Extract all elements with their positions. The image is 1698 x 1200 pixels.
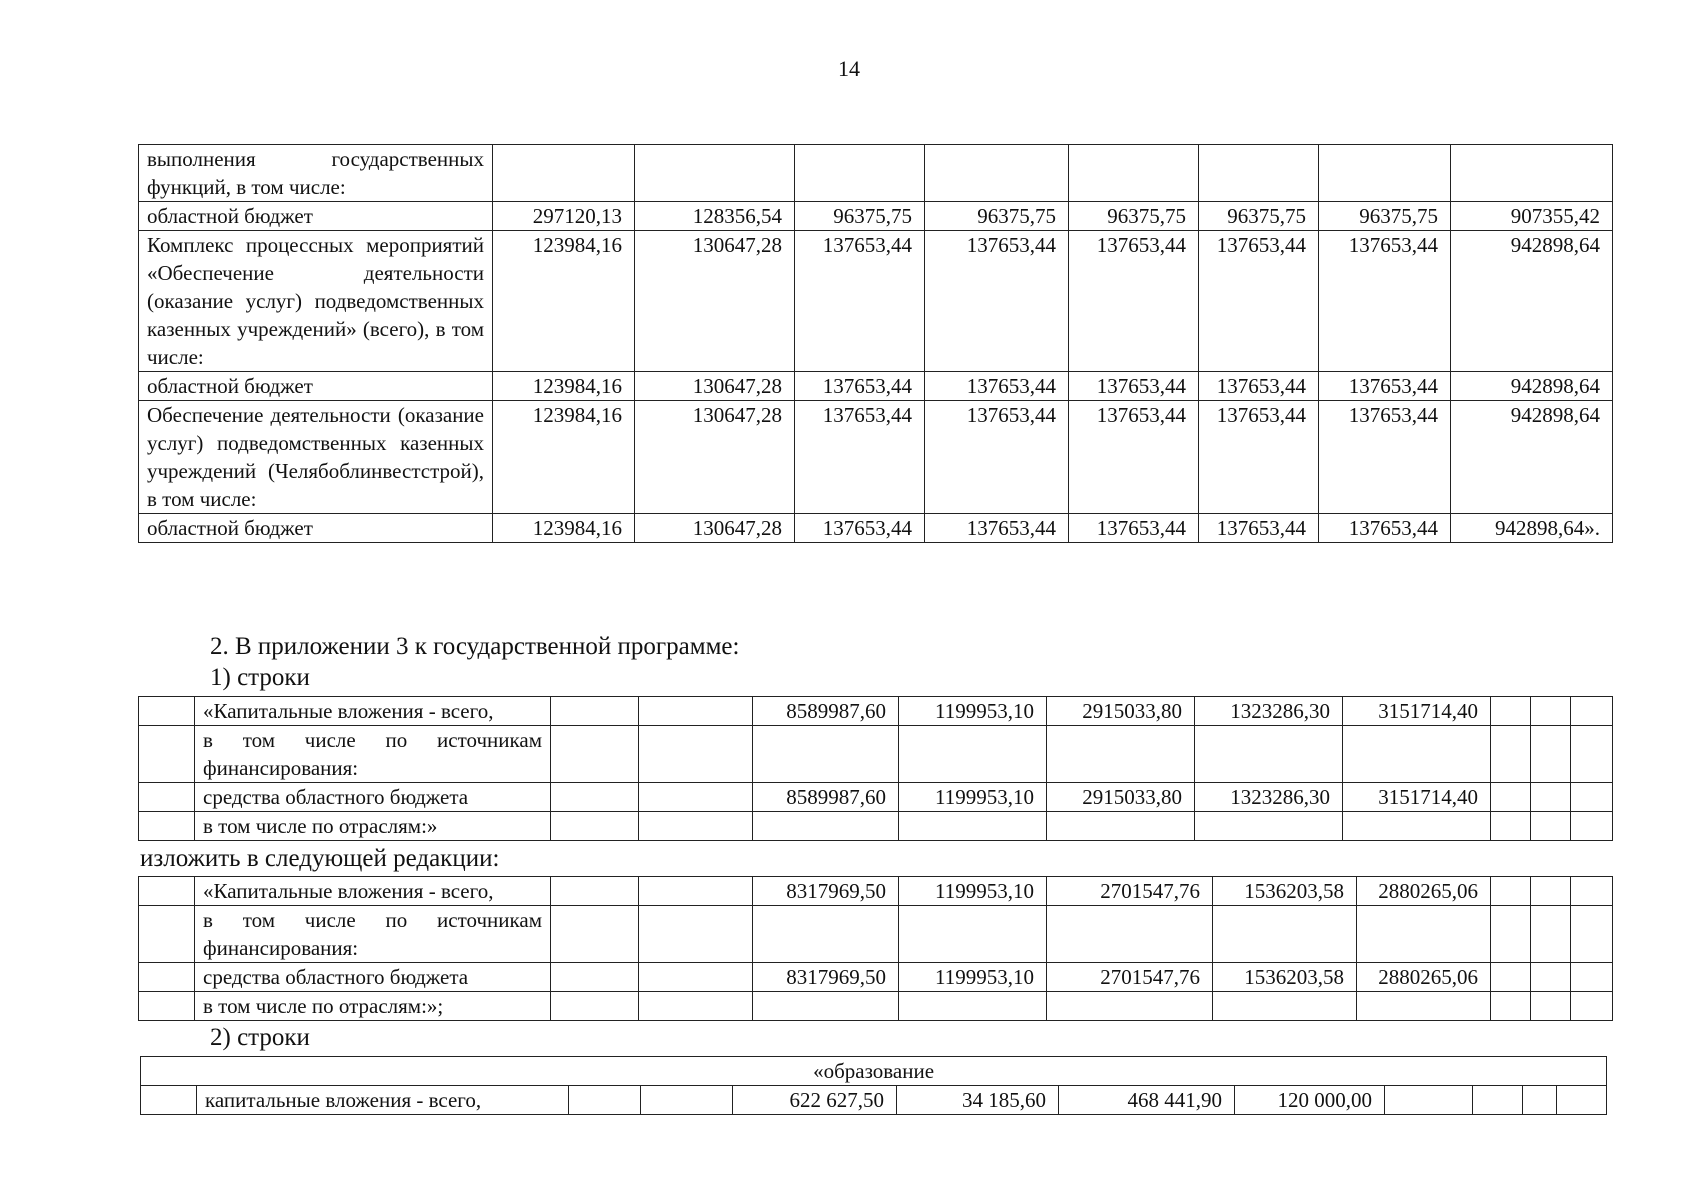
value-cell — [1357, 906, 1491, 963]
value-cell: 137653,44 — [795, 514, 925, 543]
table-row — [139, 906, 1613, 963]
value-cell: 942898,64 — [1451, 401, 1613, 514]
value-cell: 96375,75 — [925, 202, 1069, 231]
value-cell: 128356,54 — [635, 202, 795, 231]
empty-cell — [569, 1086, 641, 1115]
value-cell: 34 185,60 — [897, 1086, 1059, 1115]
value-cell: 8589987,60 — [753, 783, 899, 812]
value-cell — [493, 145, 635, 202]
value-cell: 137653,44 — [1199, 514, 1319, 543]
empty-cell — [1571, 906, 1613, 963]
row-label: в том числе по отраслям:»; — [195, 992, 551, 1021]
value-cell: 130647,28 — [635, 372, 795, 401]
value-cell: 1536203,58 — [1213, 877, 1357, 906]
empty-cell — [551, 963, 639, 992]
value-cell — [1047, 812, 1195, 841]
empty-cell — [641, 1086, 733, 1115]
value-cell — [1213, 992, 1357, 1021]
empty-cell — [1491, 783, 1531, 812]
value-cell: 137653,44 — [1069, 401, 1199, 514]
value-cell: 137653,44 — [1319, 372, 1451, 401]
value-cell: 137653,44 — [1069, 231, 1199, 372]
value-cell: 123984,16 — [493, 514, 635, 543]
row-label: выполнения государственных функций, в том числе: — [139, 145, 493, 202]
empty-cell — [139, 877, 195, 906]
value-cell: 942898,64». — [1451, 514, 1613, 543]
value-cell: 622 627,50 — [733, 1086, 897, 1115]
value-cell: 137653,44 — [1319, 231, 1451, 372]
empty-cell — [1531, 812, 1571, 841]
row-label: средства областного бюджета — [195, 963, 551, 992]
value-cell — [1199, 145, 1319, 202]
value-cell — [795, 145, 925, 202]
value-cell: 8317969,50 — [753, 877, 899, 906]
page-number: 14 — [838, 56, 860, 81]
empty-cell — [1557, 1086, 1607, 1115]
program-budget-table — [138, 144, 1613, 543]
empty-cell — [639, 783, 753, 812]
value-cell: 137653,44 — [925, 231, 1069, 372]
value-cell: 123984,16 — [493, 231, 635, 372]
value-cell — [925, 145, 1069, 202]
capital-investments-old-table — [138, 696, 1613, 841]
empty-cell — [551, 906, 639, 963]
value-cell — [1069, 145, 1199, 202]
value-cell: 8589987,60 — [753, 697, 899, 726]
empty-cell — [1531, 877, 1571, 906]
empty-cell — [139, 812, 195, 841]
empty-cell — [139, 783, 195, 812]
empty-cell — [1531, 697, 1571, 726]
value-cell: 137653,44 — [925, 401, 1069, 514]
value-cell: 1323286,30 — [1195, 783, 1343, 812]
row-label: Обеспечение деятельности (оказание услуг) подведомственных казенных учреждений (Челябоблинвестстрой), в том числе: — [139, 401, 493, 514]
value-cell: 1199953,10 — [899, 783, 1047, 812]
value-cell — [1047, 726, 1195, 783]
value-cell: 96375,75 — [1069, 202, 1199, 231]
empty-cell — [639, 963, 753, 992]
value-cell: 137653,44 — [925, 514, 1069, 543]
value-cell — [753, 726, 899, 783]
table-row — [139, 231, 1613, 372]
empty-cell — [1385, 1086, 1473, 1115]
empty-cell — [1491, 877, 1531, 906]
table-row — [141, 1086, 1607, 1115]
value-cell: 137653,44 — [795, 401, 925, 514]
value-cell: 120 000,00 — [1235, 1086, 1385, 1115]
value-cell — [1343, 812, 1491, 841]
value-cell: 130647,28 — [635, 514, 795, 543]
new-edition-instruction: изложить в следующей редакции: — [140, 845, 500, 872]
empty-cell — [551, 877, 639, 906]
empty-cell — [1571, 697, 1613, 726]
empty-cell — [139, 906, 195, 963]
empty-cell — [1491, 812, 1531, 841]
row-label: в том числе по отраслям:» — [195, 812, 551, 841]
empty-cell — [551, 783, 639, 812]
value-cell — [1343, 726, 1491, 783]
row-label: областной бюджет — [139, 202, 493, 231]
value-cell: 2915033,80 — [1047, 697, 1195, 726]
empty-cell — [639, 877, 753, 906]
education-investments-table — [140, 1056, 1607, 1115]
value-cell: 942898,64 — [1451, 372, 1613, 401]
empty-cell — [1571, 877, 1613, 906]
value-cell: 137653,44 — [1069, 372, 1199, 401]
value-cell: 137653,44 — [795, 231, 925, 372]
empty-cell — [551, 726, 639, 783]
value-cell — [899, 992, 1047, 1021]
value-cell: 137653,44 — [1319, 514, 1451, 543]
empty-cell — [1571, 992, 1613, 1021]
value-cell: 137653,44 — [1069, 514, 1199, 543]
value-cell: 1323286,30 — [1195, 697, 1343, 726]
table-row — [139, 514, 1613, 543]
value-cell — [899, 906, 1047, 963]
empty-cell — [139, 697, 195, 726]
empty-cell — [141, 1086, 197, 1115]
empty-cell — [1571, 726, 1613, 783]
table-row — [139, 401, 1613, 514]
empty-cell — [639, 992, 753, 1021]
value-cell: 137653,44 — [925, 372, 1069, 401]
empty-cell — [639, 697, 753, 726]
table-row — [139, 202, 1613, 231]
value-cell: 123984,16 — [493, 401, 635, 514]
value-cell: 907355,42 — [1451, 202, 1613, 231]
empty-cell — [1473, 1086, 1523, 1115]
empty-cell — [1491, 697, 1531, 726]
empty-cell — [1531, 783, 1571, 812]
value-cell: 137653,44 — [1199, 401, 1319, 514]
value-cell: 96375,75 — [1319, 202, 1451, 231]
table-row — [139, 783, 1613, 812]
empty-cell — [551, 992, 639, 1021]
empty-cell — [1571, 963, 1613, 992]
value-cell — [1213, 906, 1357, 963]
table-row — [139, 963, 1613, 992]
table-row — [139, 877, 1613, 906]
empty-cell — [139, 992, 195, 1021]
value-cell: 137653,44 — [795, 372, 925, 401]
row-label: Комплекс процессных мероприятий «Обеспечение деятельности (оказание услуг) подведомственных казенных учреждений» (всего), в том числе: — [139, 231, 493, 372]
table-row — [139, 145, 1613, 202]
empty-cell — [1491, 963, 1531, 992]
value-cell: 1536203,58 — [1213, 963, 1357, 992]
table-row — [139, 372, 1613, 401]
value-cell: 2701547,76 — [1047, 877, 1213, 906]
value-cell — [753, 812, 899, 841]
value-cell — [753, 992, 899, 1021]
annex3-instruction: 2. В приложении 3 к государственной программе: — [210, 633, 740, 660]
row-label: областной бюджет — [139, 514, 493, 543]
value-cell: 1199953,10 — [899, 963, 1047, 992]
empty-cell — [1531, 963, 1571, 992]
table-row — [141, 1057, 1607, 1086]
value-cell — [1195, 726, 1343, 783]
value-cell: 96375,75 — [795, 202, 925, 231]
value-cell — [753, 906, 899, 963]
empty-cell — [1491, 906, 1531, 963]
row-label: средства областного бюджета — [195, 783, 551, 812]
value-cell: 468 441,90 — [1059, 1086, 1235, 1115]
value-cell: 137653,44 — [1199, 372, 1319, 401]
empty-cell — [1491, 992, 1531, 1021]
value-cell: 137653,44 — [1319, 401, 1451, 514]
value-cell — [1047, 906, 1213, 963]
empty-cell — [551, 812, 639, 841]
rows-item-1: 1) строки — [210, 664, 310, 691]
row-label: «Капитальные вложения - всего, — [195, 697, 551, 726]
table-row — [139, 992, 1613, 1021]
value-cell: 297120,13 — [493, 202, 635, 231]
empty-cell — [139, 963, 195, 992]
value-cell: 2915033,80 — [1047, 783, 1195, 812]
value-cell: 1199953,10 — [899, 697, 1047, 726]
value-cell: 1199953,10 — [899, 877, 1047, 906]
value-cell: 96375,75 — [1199, 202, 1319, 231]
value-cell — [1357, 992, 1491, 1021]
value-cell — [1195, 812, 1343, 841]
empty-cell — [1531, 726, 1571, 783]
row-label: «Капитальные вложения - всего, — [195, 877, 551, 906]
value-cell: 3151714,40 — [1343, 783, 1491, 812]
value-cell: 130647,28 — [635, 231, 795, 372]
value-cell: 2880265,06 — [1357, 877, 1491, 906]
empty-cell — [1571, 812, 1613, 841]
row-label: капитальные вложения - всего, — [197, 1086, 569, 1115]
empty-cell — [1491, 726, 1531, 783]
empty-cell — [1571, 783, 1613, 812]
value-cell: 130647,28 — [635, 401, 795, 514]
empty-cell — [1531, 906, 1571, 963]
value-cell — [635, 145, 795, 202]
value-cell: 123984,16 — [493, 372, 635, 401]
value-cell — [899, 726, 1047, 783]
value-cell — [1451, 145, 1613, 202]
row-label: областной бюджет — [139, 372, 493, 401]
value-cell — [1047, 992, 1213, 1021]
empty-cell — [1531, 992, 1571, 1021]
value-cell: 2880265,06 — [1357, 963, 1491, 992]
empty-cell — [639, 726, 753, 783]
table-row — [139, 697, 1613, 726]
empty-cell — [1523, 1086, 1557, 1115]
value-cell: 137653,44 — [1199, 231, 1319, 372]
table-row — [139, 812, 1613, 841]
row-label: в том числе по источникам финансирования: — [195, 906, 551, 963]
table-row — [139, 726, 1613, 783]
empty-cell — [639, 906, 753, 963]
capital-investments-new-table — [138, 876, 1613, 1021]
empty-cell — [639, 812, 753, 841]
empty-cell — [551, 697, 639, 726]
section-header: «образование — [141, 1057, 1607, 1086]
value-cell: 942898,64 — [1451, 231, 1613, 372]
value-cell: 3151714,40 — [1343, 697, 1491, 726]
value-cell — [899, 812, 1047, 841]
rows-item-2: 2) строки — [210, 1024, 310, 1051]
value-cell: 2701547,76 — [1047, 963, 1213, 992]
value-cell: 8317969,50 — [753, 963, 899, 992]
row-label: в том числе по источникам финансирования: — [195, 726, 551, 783]
value-cell — [1319, 145, 1451, 202]
empty-cell — [139, 726, 195, 783]
